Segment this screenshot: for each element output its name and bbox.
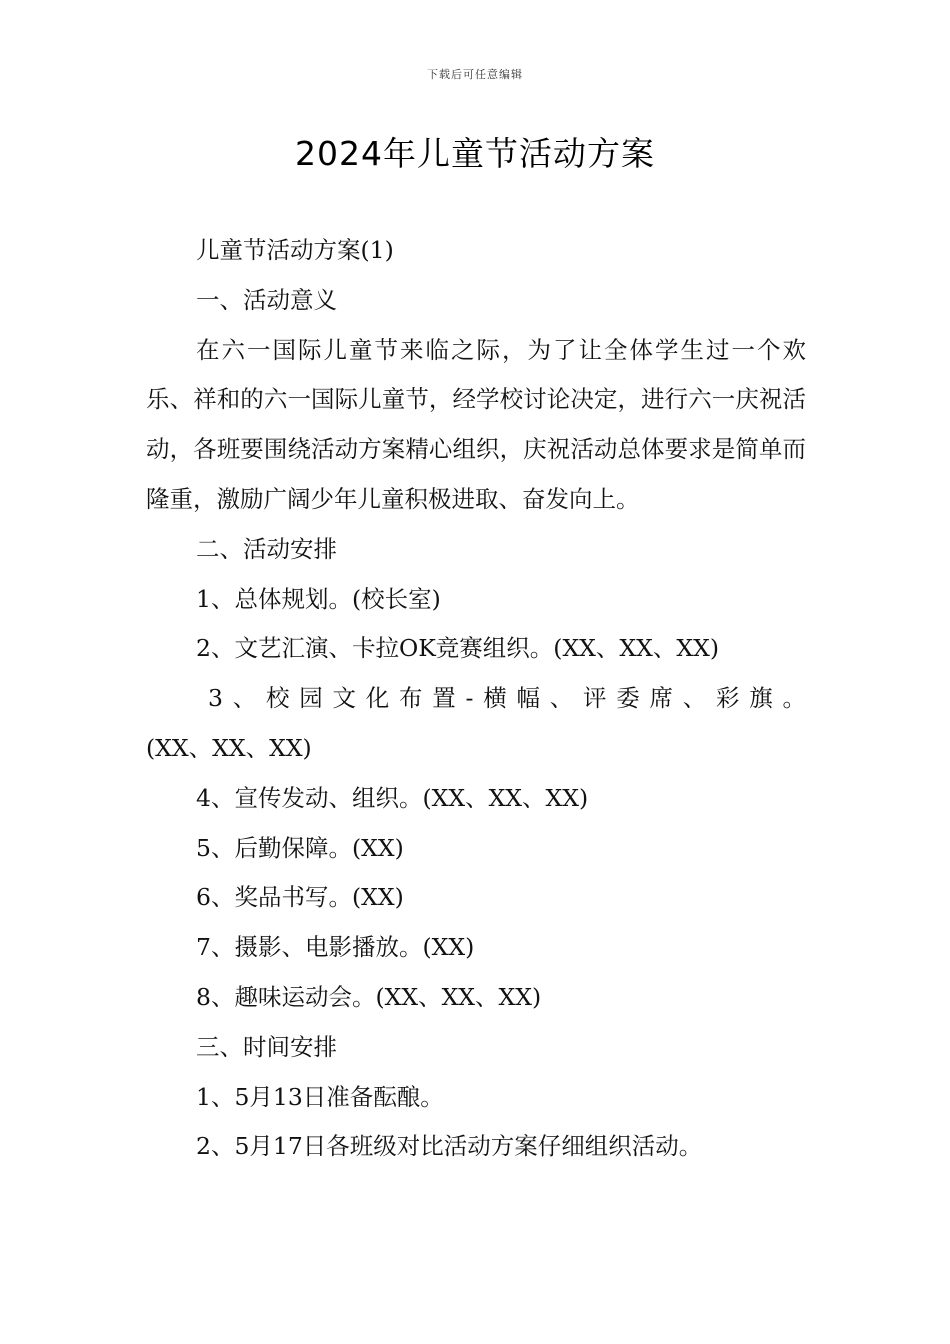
list-item: 5、后勤保障。(XX) (196, 833, 404, 862)
list-item: 4、宣传发动、组织。(XX、XX、XX) (196, 783, 589, 812)
part1-paragraph: 在六一国际儿童节来临之际，为了让全体学生过一个欢乐、祥和的六一国际儿童节，经学校讨论决定，进行六一庆祝活动，各班要围绕活动方案精心组织，庆祝活动总体要求是简单而隆重，激励广阔少年儿童积极进取、奋发向上。 (146, 335, 806, 513)
list-item-continuation: (XX、XX、XX) (146, 733, 312, 762)
list-item: 6、奖品书写。(XX) (196, 883, 404, 912)
document-title: 2024年儿童节活动方案 (295, 134, 655, 173)
part3-heading: 三、时间安排 (196, 1032, 337, 1061)
part1-heading: 一、活动意义 (196, 285, 337, 314)
section-heading: 儿童节活动方案(1) (196, 236, 394, 264)
list-item: 1、总体规划。(校长室) (196, 584, 441, 613)
list-item: 7、摄影、电影播放。(XX) (196, 933, 475, 962)
list-item: 3、校园文化布置-横幅、评委席、彩旗。 (208, 684, 806, 713)
list-item: 8、趣味运动会。(XX、XX、XX) (196, 982, 542, 1011)
part2-heading: 二、活动安排 (196, 534, 337, 563)
list-item: 1、5月13日准备酝酿。 (196, 1082, 444, 1111)
document-body (146, 226, 806, 1172)
list-item: 2、5月17日各班级对比活动方案仔细组织活动。 (196, 1132, 703, 1161)
header-note: 下载后可任意编辑 (427, 68, 523, 81)
list-item: 2、文艺汇演、卡拉OK竞赛组织。(XX、XX、XX) (196, 634, 719, 663)
